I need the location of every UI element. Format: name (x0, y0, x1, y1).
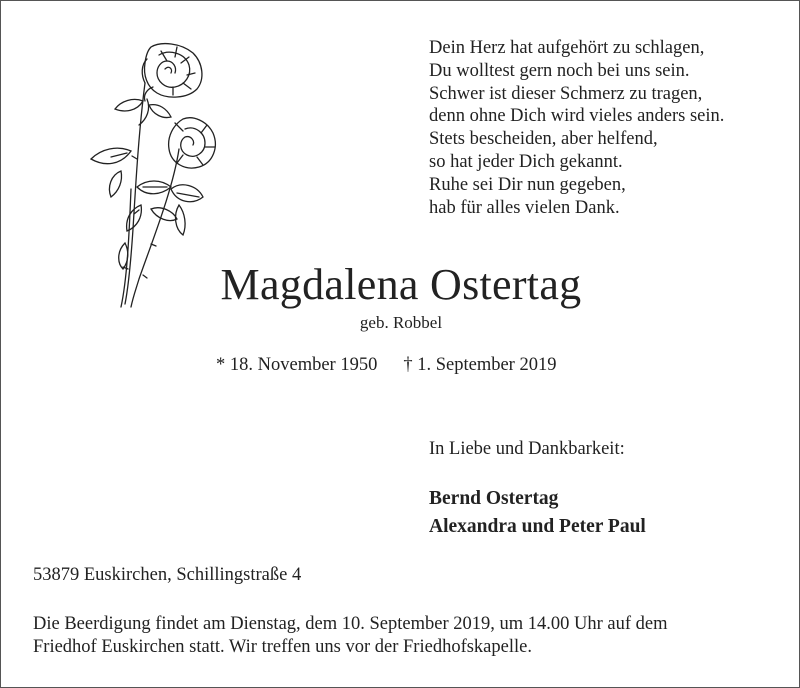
poem-line: Dein Herz hat aufgehört zu schlagen, (429, 38, 705, 58)
poem-line: denn ohne Dich wird vieles anders sein. (429, 106, 725, 127)
poem-line: so hat jeder Dich gekannt. (429, 151, 623, 172)
poem-line: Schwer ist dieser Schmerz zu tragen, (429, 83, 703, 104)
funeral-info (33, 613, 773, 658)
poem-line: Ruhe sei Dir nun gegeben, (429, 174, 626, 195)
poem (429, 37, 724, 219)
poem-line: hab für alles vielen Dank. (429, 197, 620, 218)
mourners-list (429, 485, 646, 541)
funeral-line: Die Beerdigung findet am Dienstag, dem 10. September 2019, um 14.00 Uhr auf dem (33, 614, 668, 634)
death-date: † 1. September 2019 (403, 355, 557, 375)
mourners-intro: In Liebe und Dankbarkeit: (429, 439, 625, 459)
family-address: 53879 Euskirchen, Schillingstraße 4 (33, 565, 302, 585)
mourner-name: Bernd Ostertag (429, 488, 559, 509)
deceased-name: Magdalena Ostertag (220, 260, 582, 309)
mourner-name: Alexandra und Peter Paul (429, 516, 646, 537)
birth-date: * 18. November 1950 (216, 355, 378, 375)
poem-line: Stets bescheiden, aber helfend, (429, 129, 658, 150)
maiden-name: geb. Robbel (359, 313, 443, 332)
funeral-line: Friedhof Euskirchen statt. Wir treffen uns vor der Friedhofskapelle. (33, 636, 532, 657)
poem-line: Du wolltest gern noch bei uns sein. (429, 60, 690, 81)
life-dates (216, 355, 556, 376)
